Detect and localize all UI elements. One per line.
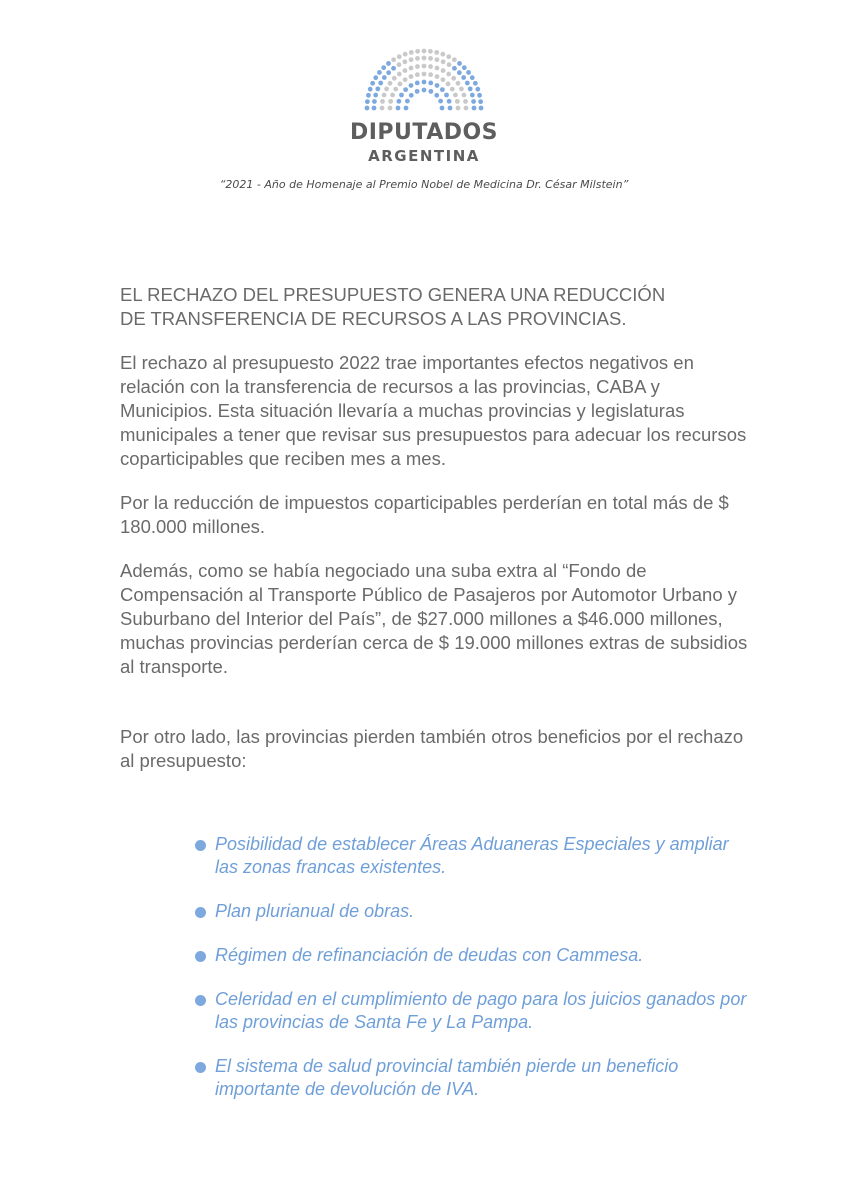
seat-dot xyxy=(391,57,396,62)
seat-dot xyxy=(375,86,380,91)
title-line-1: EL RECHAZO DEL PRESUPUESTO GENERA UNA REDUCCIÓN xyxy=(120,284,666,305)
seat-dot xyxy=(466,70,471,75)
seat-dot xyxy=(453,93,458,98)
seat-dot xyxy=(415,72,420,77)
seat-dot xyxy=(409,93,414,98)
seat-dot xyxy=(447,99,452,104)
seat-dot xyxy=(456,106,461,111)
seat-dot xyxy=(472,106,477,111)
seat-dot xyxy=(452,66,457,71)
paragraph-transport-fund: Además, como se había negociado una suba extra al “Fondo de Compensación al Transporte Público de Pasajeros por Automotor Urbano y Suburbano del Interior del País”, de $27.000 millones a $46.000 millones, muchas provincias perderían cerca de $ 19.000 millones extras de subsidios al transporte. xyxy=(120,560,748,677)
seat-dot xyxy=(365,106,370,111)
seat-dot xyxy=(461,75,466,80)
seat-dot xyxy=(403,87,408,92)
paragraph-tax-reduction: Por la reducción de impuestos coparticipables perderían en total más de $ 180.000 millones. xyxy=(120,492,729,537)
seat-dot xyxy=(473,81,478,86)
seat-dot xyxy=(446,82,451,87)
list-item xyxy=(195,833,755,879)
seat-dot xyxy=(393,87,398,92)
seat-dot xyxy=(384,87,389,92)
seat-dot xyxy=(428,89,433,94)
seat-dot xyxy=(440,106,445,111)
year-motto: “2021 - Año de Homenaje al Premio Nobel de Medicina Dr. César Milstein” xyxy=(219,178,629,191)
seat-dot xyxy=(470,75,475,80)
seat-dot xyxy=(397,72,402,77)
seat-dot xyxy=(444,93,449,98)
seat-dot xyxy=(448,106,453,111)
seat-dot xyxy=(435,74,440,79)
seat-dot xyxy=(462,93,467,98)
bullet-dot-icon xyxy=(195,1062,206,1073)
seat-dot xyxy=(452,57,457,62)
seat-dot xyxy=(455,99,460,104)
bullet-dot-icon xyxy=(195,995,206,1006)
seat-dot xyxy=(368,87,373,92)
list-item-text: Régimen de refinanciación de deudas con Cammesa. xyxy=(215,945,644,965)
seat-dot xyxy=(391,66,396,71)
seat-dot xyxy=(373,75,378,80)
seat-dot xyxy=(388,106,393,111)
seat-dot xyxy=(415,89,420,94)
seat-dot xyxy=(428,72,433,77)
seat-dot xyxy=(409,50,414,55)
seat-dot xyxy=(428,80,433,85)
bullet-dot-icon xyxy=(195,907,206,918)
seat-dot xyxy=(441,59,446,64)
list-item xyxy=(195,944,755,967)
seat-dot xyxy=(440,87,445,92)
seat-dot xyxy=(457,70,462,75)
seat-dot xyxy=(365,99,370,104)
seat-dot xyxy=(478,99,483,104)
seat-dot xyxy=(435,66,440,71)
seat-dot xyxy=(373,93,378,98)
seat-dot xyxy=(403,52,408,57)
logo-name: DIPUTADOS xyxy=(349,120,499,145)
seat-dot xyxy=(422,64,427,69)
document-body xyxy=(120,283,750,793)
seat-dot xyxy=(366,93,371,98)
list-item-text: El sistema de salud provincial también pierde un beneficio importante de devolución de IVA. xyxy=(215,1056,679,1099)
seat-dot xyxy=(382,75,387,80)
seat-dot xyxy=(475,87,480,92)
seat-dot xyxy=(377,70,382,75)
diputados-logo xyxy=(0,48,848,166)
seat-dot xyxy=(397,62,402,67)
seat-dot xyxy=(403,77,408,82)
seat-dot xyxy=(372,99,377,104)
seat-dot xyxy=(386,61,391,66)
seat-dot xyxy=(428,64,433,69)
seat-dot xyxy=(440,77,445,82)
paragraph-other-benefits: Por otro lado, las provincias pierden también otros beneficios por el rechazo al presupuesto: xyxy=(120,726,744,771)
seat-dot xyxy=(450,87,455,92)
seat-dot xyxy=(403,68,408,73)
seat-dot xyxy=(422,80,427,85)
seat-dot xyxy=(441,68,446,73)
seat-dot xyxy=(404,106,409,111)
seat-dot xyxy=(415,80,420,85)
seat-dot xyxy=(415,56,420,61)
seat-dot xyxy=(388,99,393,104)
seat-dot xyxy=(428,56,433,61)
seat-dot xyxy=(434,93,439,98)
seat-dot xyxy=(422,56,427,61)
seat-dot xyxy=(380,99,385,104)
seat-dot xyxy=(464,106,469,111)
seat-dot xyxy=(457,61,462,66)
seat-dot xyxy=(415,49,420,54)
seat-dot xyxy=(409,66,414,71)
seat-dot xyxy=(462,65,467,70)
hemicycle-seats-icon xyxy=(354,48,494,112)
bullet-dot-icon xyxy=(195,840,206,851)
paragraph-budget-effects: El rechazo al presupuesto 2022 trae importantes efectos negativos en relación con la transferencia de recursos a las provincias, CABA y Municipios. Esta situación llevaría a muchas provincias y legislaturas municipales a tener que revisar sus presupuestos para adecuar los recursos coparticipables que reciben mes a mes. xyxy=(120,352,747,469)
document-title xyxy=(120,283,750,331)
seat-dot xyxy=(463,99,468,104)
seat-dot xyxy=(378,81,383,86)
seat-dot xyxy=(435,83,440,88)
seat-dot xyxy=(409,83,414,88)
seat-dot xyxy=(382,93,387,98)
seat-dot xyxy=(392,76,397,81)
seat-dot xyxy=(428,49,433,54)
seat-dot xyxy=(396,99,401,104)
seat-dot xyxy=(399,93,404,98)
seat-dot xyxy=(386,70,391,75)
seat-dot xyxy=(422,88,427,93)
list-item xyxy=(195,900,755,923)
list-item-text: Posibilidad de establecer Áreas Aduaneras Especiales y ampliar las zonas francas existentes. xyxy=(215,834,729,877)
seat-dot xyxy=(468,86,473,91)
bullet-dot-icon xyxy=(195,951,206,962)
title-line-2: DE TRANSFERENCIA DE RECURSOS A LAS PROVINCIAS. xyxy=(120,308,627,329)
seat-dot xyxy=(440,52,445,57)
seat-dot xyxy=(381,65,386,70)
seat-dot xyxy=(405,99,410,104)
seat-dot xyxy=(434,50,439,55)
seat-dot xyxy=(446,54,451,59)
seat-dot xyxy=(422,49,427,54)
seat-dot xyxy=(451,76,456,81)
list-item-text: Celeridad en el cumplimiento de pago para los juicios ganados por las provincias de Santa Fe y La Pampa. xyxy=(215,989,747,1032)
seat-dot xyxy=(415,64,420,69)
seat-dot xyxy=(447,62,452,67)
seat-dot xyxy=(438,99,443,104)
list-item-text: Plan plurianual de obras. xyxy=(215,901,415,921)
logo-country: ARGENTINA xyxy=(368,147,480,165)
seat-dot xyxy=(477,93,482,98)
list-item xyxy=(195,1055,755,1101)
seat-dot xyxy=(409,74,414,79)
seat-dot xyxy=(370,81,375,86)
seat-dot xyxy=(456,81,461,86)
list-item xyxy=(195,988,755,1034)
benefits-list xyxy=(195,833,755,1122)
seat-dot xyxy=(470,93,475,98)
seat-dot xyxy=(398,82,403,87)
seat-dot xyxy=(372,106,377,111)
seat-dot xyxy=(465,81,470,86)
seat-dot xyxy=(380,106,385,111)
seat-dot xyxy=(409,57,414,62)
seat-dot xyxy=(471,99,476,104)
seat-dot xyxy=(396,106,401,111)
seat-dot xyxy=(388,81,393,86)
seat-dot xyxy=(479,106,484,111)
seat-dot xyxy=(422,72,427,77)
seat-dot xyxy=(402,59,407,64)
seat-dot xyxy=(435,57,440,62)
seat-dot xyxy=(390,93,395,98)
seat-dot xyxy=(397,54,402,59)
seat-dot xyxy=(446,72,451,77)
seat-dot xyxy=(459,87,464,92)
